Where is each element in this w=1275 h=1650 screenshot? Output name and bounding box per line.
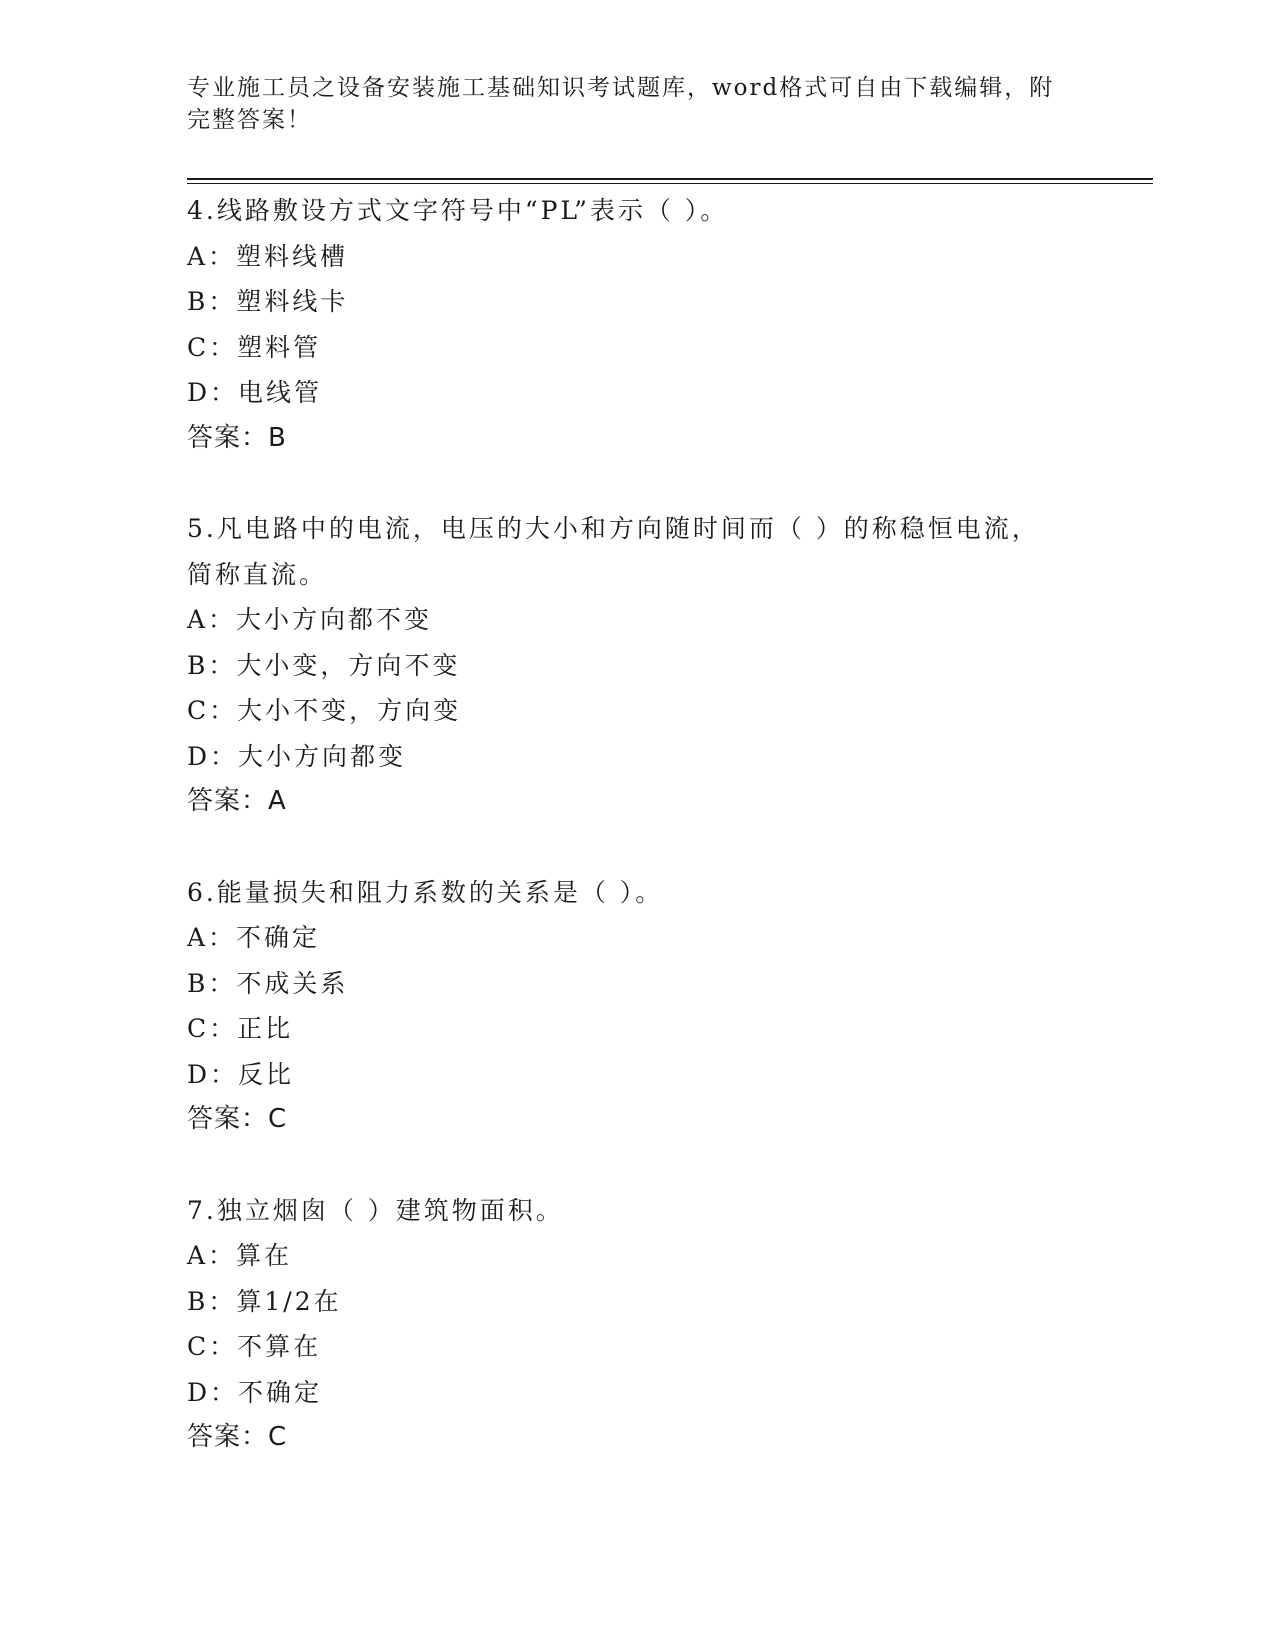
question-stem: 6.能量损失和阻力系数的关系是（ ）。: [187, 877, 664, 907]
question-5: [187, 506, 1087, 825]
option-d: D：不确定: [187, 1377, 323, 1407]
question-stem: 4.线路敷设方式文字符号中“PL”表示（ ）。: [187, 196, 729, 225]
option-b: B：算1/2在: [187, 1286, 342, 1316]
option-d: D：反比: [187, 1059, 295, 1089]
question-list: [187, 188, 1087, 1506]
option-c: C：正比: [187, 1014, 294, 1043]
option-c: C：塑料管: [187, 332, 322, 362]
option-b: B：塑料线卡: [187, 287, 349, 316]
option-a: A：算在: [187, 1241, 293, 1270]
option-c: C：大小不变，方向变: [187, 696, 462, 725]
answer-label: 答案：A: [187, 786, 287, 816]
question-4: [187, 188, 1087, 461]
header-divider-thin: [187, 183, 1153, 184]
question-7: [187, 1188, 1087, 1461]
question-6: [187, 870, 1087, 1143]
question-stem: 7.独立烟囱（ ）建筑物面积。: [187, 1195, 564, 1225]
answer-label: 答案：B: [187, 422, 287, 453]
option-a: A：大小方向都不变: [187, 605, 433, 634]
header-divider-thick: [187, 178, 1153, 180]
question-stem: 5.凡电路中的电流，电压的大小和方向随时间而（ ）的称稳恒电流，简称直流。: [187, 514, 1040, 589]
option-a: A：不确定: [187, 923, 321, 952]
option-d: D：大小方向都变: [187, 741, 407, 771]
option-b: B：不成关系: [187, 968, 349, 998]
answer-label: 答案：C: [187, 1422, 288, 1452]
answer-label: 答案：C: [187, 1104, 288, 1134]
option-b: B：大小变，方向不变: [187, 650, 461, 680]
option-d: D：电线管: [187, 378, 323, 407]
document-intro: 专业施工员之设备安装施工基础知识考试题库，word格式可自由下载编辑，附完整答案！: [187, 75, 1055, 133]
option-c: C：不算在: [187, 1332, 322, 1361]
option-a: A：塑料线槽: [187, 241, 349, 271]
